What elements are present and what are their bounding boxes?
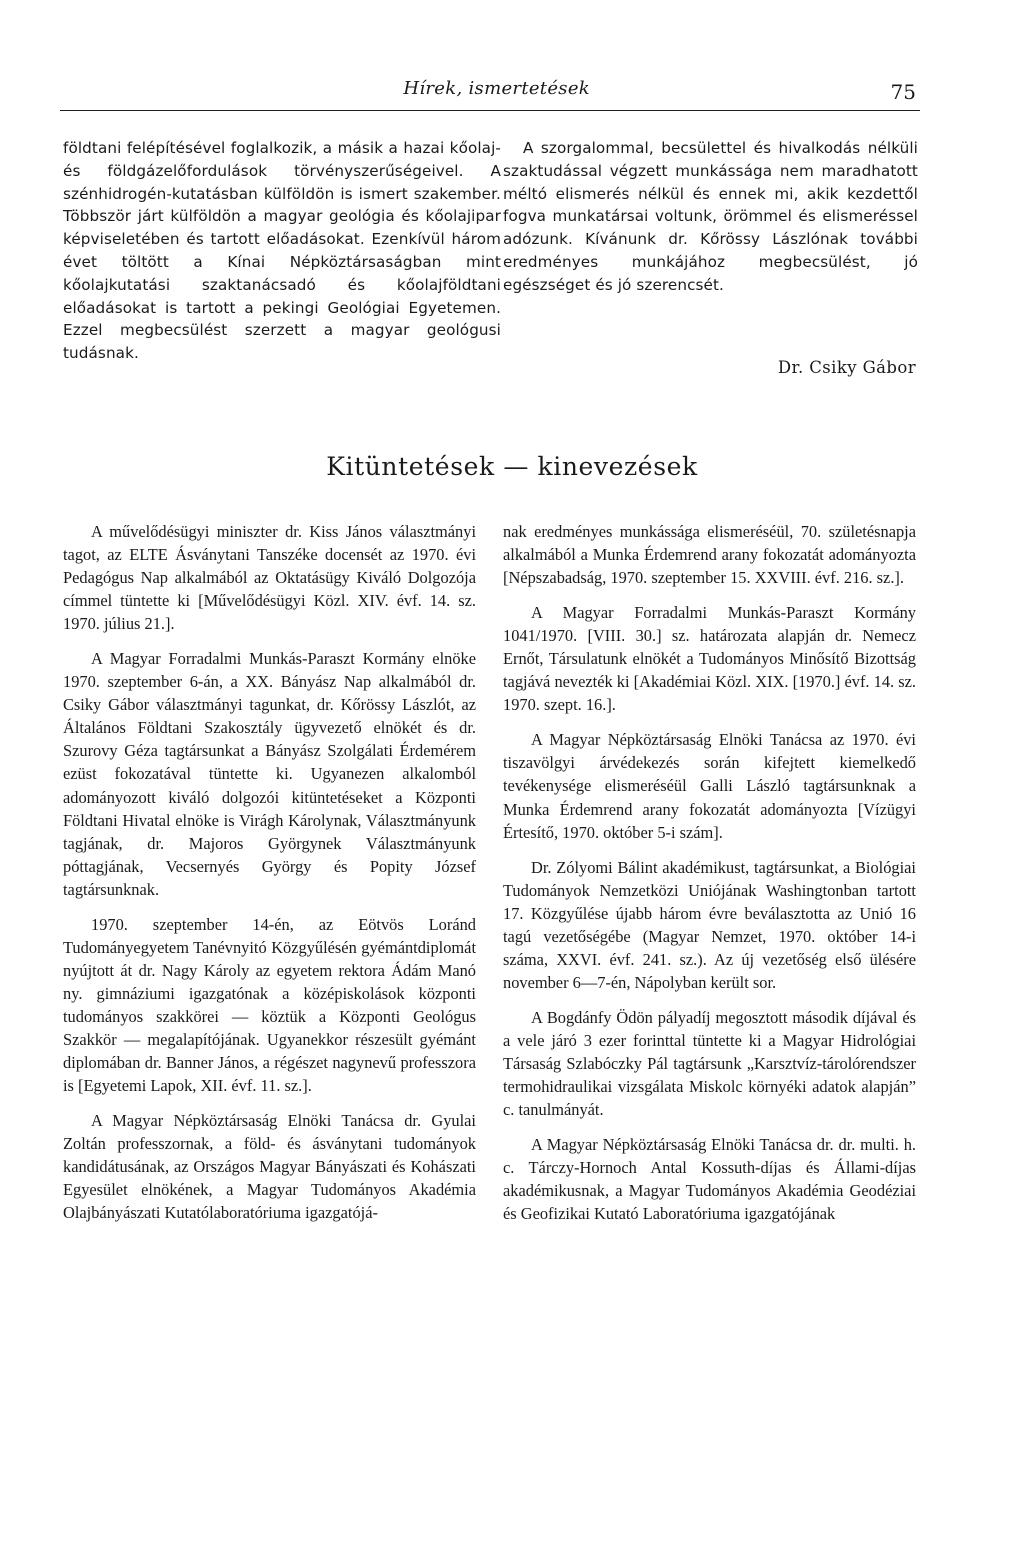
top-right-column (503, 137, 918, 297)
top-left-column (63, 137, 501, 365)
section-heading: Kitüntetések — kinevezések (326, 452, 698, 481)
bottom-right-column (503, 520, 916, 1225)
page-number: 75 (890, 80, 916, 104)
news-paragraph: A Magyar Forradalmi Munkás-Paraszt Kormány elnöke 1970. szeptember 6-án, a XX. Bányász Nap alkalmából dr. Csiky Gábor választmányi tagunkat, dr. Kőrössy Lászlót, az Általános Földtani Szakosztály ügyvezető elnökét és dr. Szurovy Géza tagtársunkat a Bányász Szolgálati Érdemérem ezüst fokozatával tüntette ki. Ugyanezen alkalomból adományozott kiváló dolgozói kitüntetéseket a Központi Földtani Hivatal elnöke is Virágh Károlynak, Választmányunk tagjának, dr. Majoros Györgynek Választmányunk póttagjának, Vecsernyés György és Popity József tagtársunknak. (63, 649, 476, 899)
news-paragraph: Dr. Zólyomi Bálint akadémikust, tagtársunkat, a Biológiai Tudományok Nemzetközi Uniójának Washingtonban tartott 17. Közgyűlése újabb három évre beválasztotta az Unió 16 tagú vezetőségébe (Magyar Nemzet, 1970. október 14-i száma, XXVI. évf. 241. sz.). Az új vezetőség első ülésére november 6—7-én, Nápolyban került sor. (503, 857, 916, 992)
news-paragraph: A Magyar Népköztársaság Elnöki Tanácsa dr. dr. multi. h. c. Tárczy-Hornoch Antal Kossuth-díjas és Állami-díjas akadémikusnak, a Magyar Tudományos Akadémia Geodéziai és Geofizikai Kutató Laboratóriuma igazgatójának (503, 1135, 916, 1224)
bottom-left-column (63, 520, 476, 1224)
news-paragraph: A Bogdánfy Ödön pályadíj megosztott második díjával és a vele járó 3 ezer forinttal tüntette ki a Magyar Hidrológiai Társaság Szlabóczky Pál tagtársunk „Karsztvíz-tárolórendszer termohidraulikai vizsgálata Miskolc környéki adatok alapján” c. tanulmányát. (503, 1007, 916, 1120)
running-header (60, 78, 920, 111)
news-paragraph: A művelődésügyi miniszter dr. Kiss János választmányi tagot, az ELTE Ásványtani Tanszéke docensét az 1970. évi Pedagógus Nap alkalmából az Oktatásügy Kiváló Dolgozója címmel tüntette ki [Művelődésügyi Közl. XIV. évf. 14. sz. 1970. július 21.]. (63, 522, 476, 634)
news-paragraph: A Magyar Népköztársaság Elnöki Tanácsa dr. Gyulai Zoltán professzornak, a föld- és ásványtani tudományok kandidátusának, az Országos Magyar Bányászati és Kohászati Egyesület elnökének, a Magyar Tudományos Akadémia Olajbányászati Kutatólaboratóriuma igazgatójá- (63, 1111, 476, 1223)
news-paragraph: A Magyar Népköztársaság Elnöki Tanácsa az 1970. évi tiszavölgyi árvédekezés során kifejtett kiemelkedő tevékenysége elismeréséül Galli László tagtársunknak a Munka Érdemrend arany fokozatát adományozta [Vízügyi Értesítő, 1970. október 5-i szám]. (503, 730, 916, 842)
author-signature: Dr. Csiky Gábor (777, 358, 916, 377)
running-title: Hírek, ismertetések (403, 78, 590, 99)
news-paragraph: nak eredményes munkássága elismeréséül, 70. születésnapja alkalmából a Munka Érdemrend arany fokozatát adományozta [Népszabadság, 1970. szeptember 15. XXVIII. évf. 216. sz.]. (503, 522, 916, 588)
news-paragraph: A Magyar Forradalmi Munkás-Paraszt Kormány 1041/1970. [VIII. 30.] sz. határozata alapján dr. Nemecz Ernőt, Társulatunk elnökét a Tudományos Minősítő Bizottság tagjává nevezték ki [Akadémiai Közl. XIX. [1970.] évf. 14. sz. 1970. szept. 16.]. (503, 603, 916, 715)
top-left-paragraph: földtani felépítésével foglalkozik, a másik a hazai kőolaj- és földgázelőfordulások törvényszerűségeivel. A szénhidrogén-kutatásban külföldön is ismert szakember. Többször járt külföldön a magyar geológia és kőolajipar képviseletében és tartott előadásokat. Ezenkívül három évet töltött a Kínai Népköztársaságban mint kőolajkutatási szaktanácsadó és kőolajföldtani előadásokat is tartott a pekingi Geológiai Egyetemen. Ezzel megbecsülést szerzett a magyar geológusi tudásnak. (63, 139, 501, 363)
top-right-paragraph: A szorgalommal, becsülettel és hivalkodás nélküli szaktudással végzett munkássága nem maradhatott méltó elismerés nélkül és ennek mi, akik kezdettől fogva munkatársai voltunk, örömmel és elismeréssel adózunk. Kívánunk dr. Kőrössy Lászlónak további eredményes munkájához megbecsülést, jó egészséget és jó szerencsét. (503, 139, 918, 294)
news-paragraph: 1970. szeptember 14-én, az Eötvös Loránd Tudományegyetem Tanévnyitó Közgyűlésén gyémántdiplomát nyújtott át dr. Nagy Károly az egyetem rektora Ádám Manó ny. gimnáziumi igazgatónak a középiskolások központi tudományos szakkörei — köztük a Központi Geológus Szakkör — megalapítójának. Ugyanekkor részesült gyémánt diplomában dr. Banner János, a régészet nagynevű professzora is [Egyetemi Lapok, XII. évf. 11. sz.]. (63, 914, 476, 1096)
